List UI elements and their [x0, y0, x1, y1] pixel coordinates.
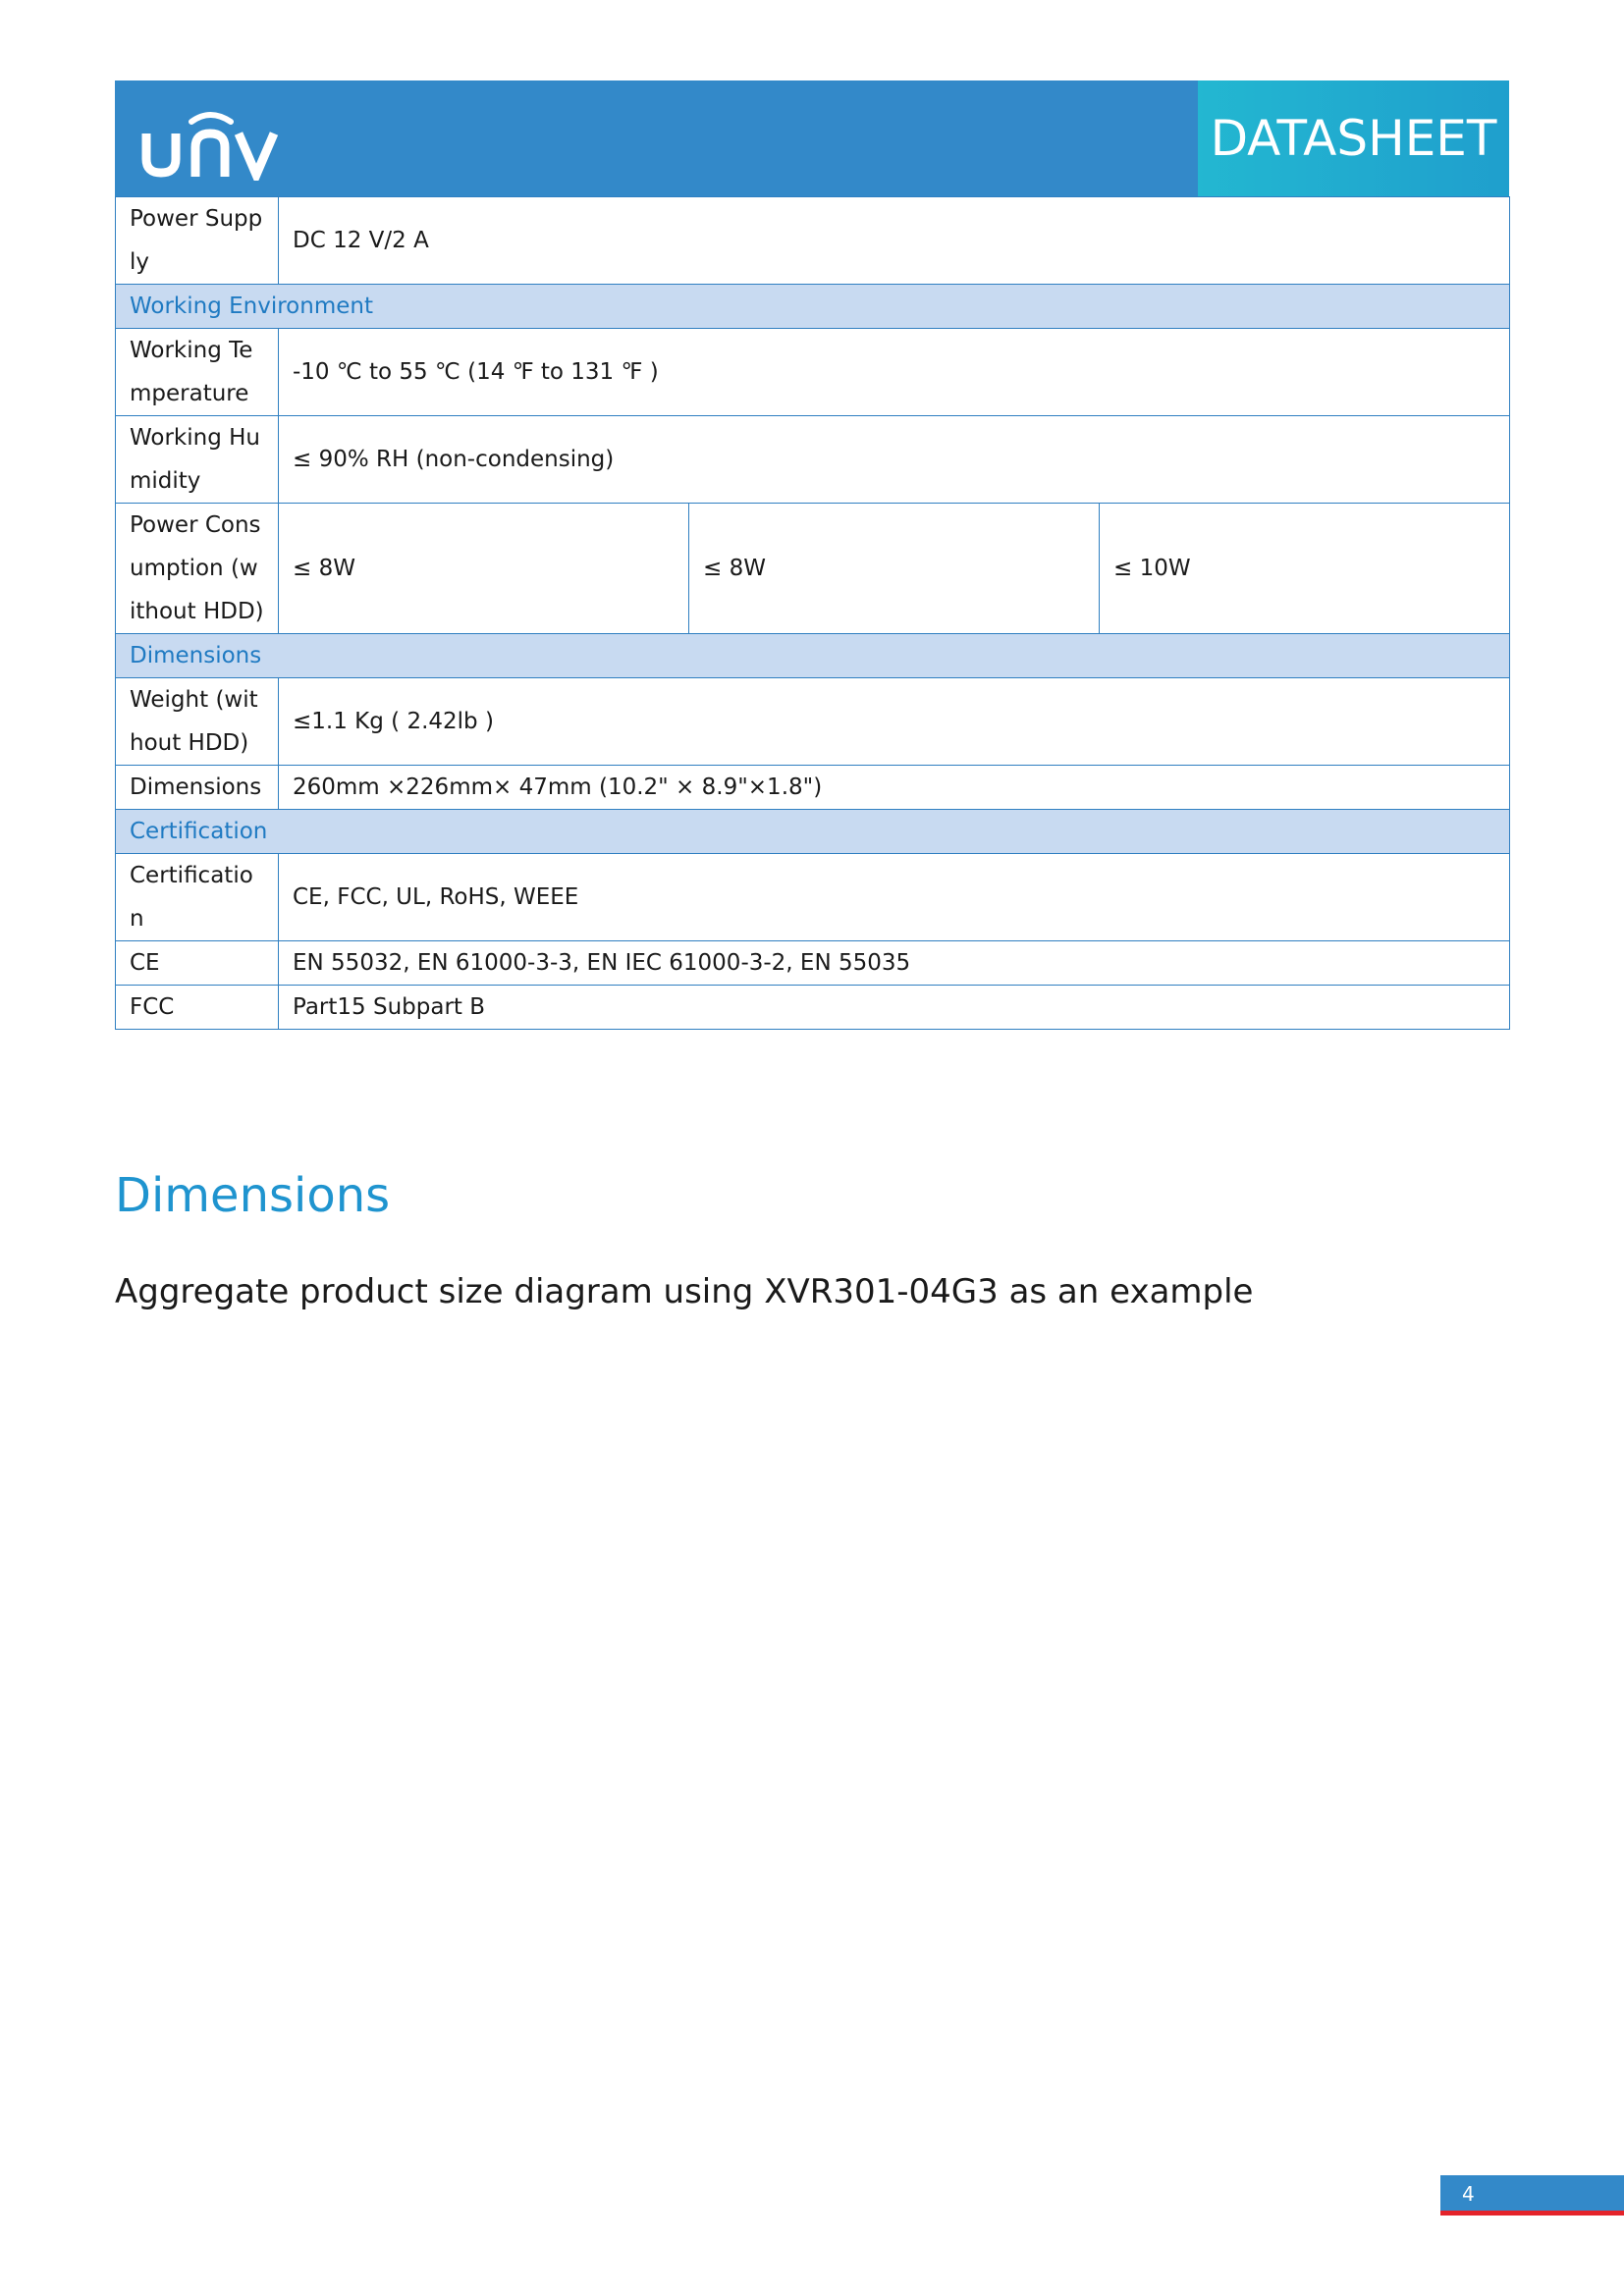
table-row — [116, 986, 1510, 1030]
table-row — [116, 329, 1510, 416]
page-number: 4 — [1462, 2182, 1475, 2206]
row-label: Power Supply — [116, 197, 279, 285]
page-header — [115, 80, 1509, 196]
row-value: CE, FCC, UL, RoHS, WEEE — [279, 854, 1510, 941]
row-label: Power Consumption (without HDD) — [116, 504, 279, 634]
row-label: Weight (without HDD) — [116, 678, 279, 766]
spec-table — [115, 196, 1510, 1030]
section-row — [116, 810, 1510, 854]
section-title: Dimensions — [116, 634, 1510, 678]
table-row — [116, 678, 1510, 766]
row-value: EN 55032, EN 61000-3-3, EN IEC 61000-3-2, EN 55035 — [279, 941, 1510, 986]
section-row — [116, 634, 1510, 678]
table-row — [116, 854, 1510, 941]
row-value: DC 12 V/2 A — [279, 197, 1510, 285]
row-value: ≤ 8W — [689, 504, 1100, 634]
section-title: Certification — [116, 810, 1510, 854]
table-row — [116, 416, 1510, 504]
row-value: ≤1.1 Kg ( 2.42lb ) — [279, 678, 1510, 766]
row-label: CE — [116, 941, 279, 986]
section-caption: Aggregate product size diagram using XVR301-04G3 as an example — [115, 1272, 1254, 1311]
row-value: -10 ℃ to 55 ℃ (14 ℉ to 131 ℉ ) — [279, 329, 1510, 416]
table-row — [116, 504, 1510, 634]
row-label: FCC — [116, 986, 279, 1030]
row-value: ≤ 90% RH (non-condensing) — [279, 416, 1510, 504]
unv-logo — [136, 102, 284, 181]
row-value: Part15 Subpart B — [279, 986, 1510, 1030]
page-number-box — [1440, 2175, 1624, 2216]
row-label: Working Temperature — [116, 329, 279, 416]
row-label: Working Humidity — [116, 416, 279, 504]
table-row — [116, 766, 1510, 810]
row-value: ≤ 8W — [279, 504, 689, 634]
section-title: Working Environment — [116, 285, 1510, 329]
row-value: ≤ 10W — [1100, 504, 1510, 634]
datasheet-badge: DATASHEET — [1198, 80, 1509, 196]
section-row — [116, 285, 1510, 329]
row-label: Dimensions — [116, 766, 279, 810]
section-heading: Dimensions — [115, 1168, 391, 1223]
row-label: Certification — [116, 854, 279, 941]
table-row — [116, 197, 1510, 285]
row-value: 260mm ×226mm× 47mm (10.2" × 8.9"×1.8") — [279, 766, 1510, 810]
table-row — [116, 941, 1510, 986]
